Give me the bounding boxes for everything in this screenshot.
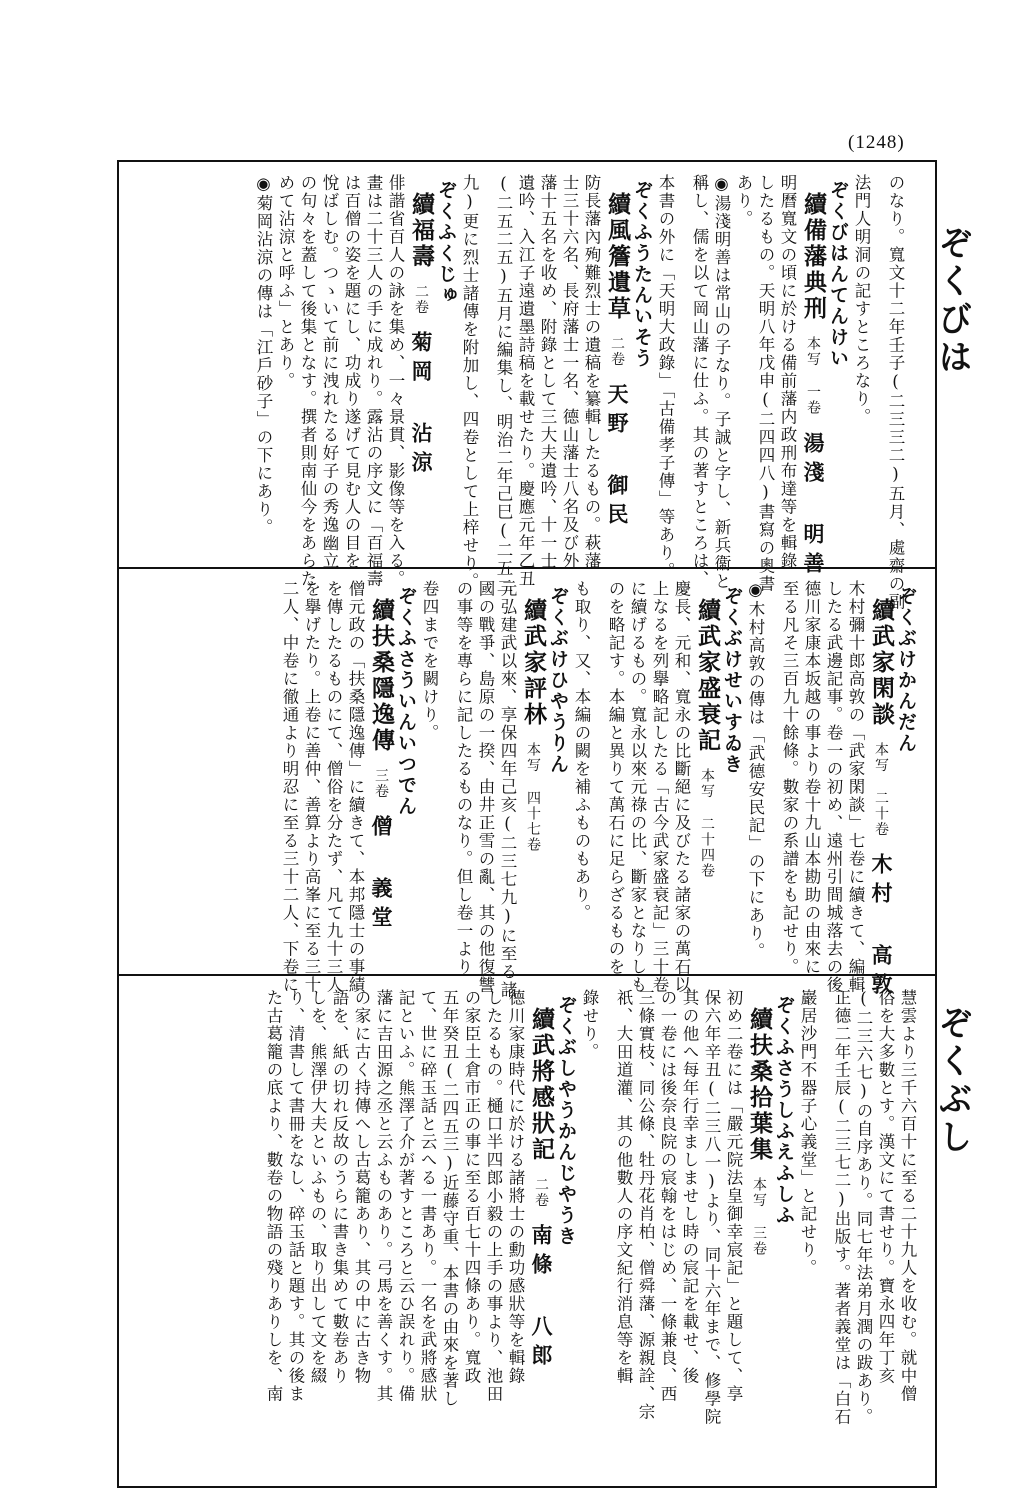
entry-line: を擧げたり。上卷に善仲、善算より高峯に至る三十 xyxy=(302,580,321,994)
entry-line: は百僧の姿を題にし、功成り遂げて見む人の目を xyxy=(342,174,361,570)
continuation-line: 法門人明洞の記すところなり。 xyxy=(852,174,871,426)
entry-title: 續武家評林 xyxy=(520,598,547,728)
entry-line: 五年癸丑(二四五三)近藤守重、本書の由來を著し xyxy=(440,989,459,1408)
entry-line: の一卷には後奈良院の宸翰をはじめ、一條兼良、西 xyxy=(658,989,677,1403)
entry-line: 九)更に烈士諸傳を附加し、四卷として上梓せり。 xyxy=(460,174,479,591)
entry-reading: ぞくぶしやうかんじやうき xyxy=(555,995,577,1247)
entry-title: 續福壽 xyxy=(408,192,435,270)
entry-line: (二五二五)五月に編集し、明治二年己巳(二五二 xyxy=(494,174,513,596)
entry-line: 遺吟、入江子遠遺墨詩稿を載せたり。慶應元年乙丑 xyxy=(516,174,535,588)
entry-title-line xyxy=(599,174,629,532)
entry-line: の事等を專らに記したるものなり。但し卷一より xyxy=(454,580,473,976)
entry-line: 卷四までを闕けり。 xyxy=(420,580,439,742)
entry-line: を傳したるものにて、僧俗を分たず、凡て九十三人 xyxy=(324,580,343,994)
section-divider xyxy=(119,974,935,976)
entry-line: 德川家康本坂越の事より卷十九山本勘助の由來に xyxy=(802,580,821,976)
continuation-line: 俗を大多數とす。漢文にて書せり。寶永四年丁亥 xyxy=(876,989,895,1385)
entry-line: めて沾涼と呼ふ」とあり。 xyxy=(276,174,295,390)
entry-author: 僧 義堂 xyxy=(369,815,394,935)
entry-line: た古葛籠の底より、數卷の物語の殘りありしを、南 xyxy=(264,989,283,1403)
page-number: (1248) xyxy=(848,132,905,153)
entry-volumes: 二卷 xyxy=(533,1177,549,1208)
entry-line: したるもの。樋口半四郎小毅の上手の事より、池田 xyxy=(484,989,503,1403)
entry-line: 三條實枝、同公條、牡丹花肖柏、僧舜藩、源親詮、宗 xyxy=(636,989,655,1421)
continuation-line: 巖居沙門不器子心義堂」と記せり。 xyxy=(798,989,817,1277)
entry-title: 續武將感狀記 xyxy=(528,1007,555,1163)
entry-volumes: 本写 二十卷 xyxy=(873,742,889,837)
section-top xyxy=(119,162,935,611)
entry-line: て、世に碎玉話と云へる一書あり。一名を武將感狀 xyxy=(418,989,437,1403)
entry-title-line xyxy=(523,989,553,1373)
entry-reading: ぞくふうたんいそう xyxy=(631,180,653,369)
entry-title: 續備藩典刑 xyxy=(800,192,827,322)
entry-line: 國の戰爭、島原の一揆、由井正雪の亂、其の他復讐 xyxy=(476,580,495,994)
entry-title-line xyxy=(515,580,545,853)
entry-line: 上なるを列擧略記したる「古今武家盛衰記」三十卷 xyxy=(650,580,669,994)
entry-volumes: 本写 四十七卷 xyxy=(525,742,541,853)
entry-line: 藩十五名を收め、附錄として三大夫遺吟、十一士 xyxy=(538,174,557,570)
entry-line: 初め二卷には「嚴元院法皇御幸宸記」と題して、享 xyxy=(724,989,743,1403)
entry-line: 稱し、儒を以て岡山藩に仕ふ。其の著すところは、 xyxy=(690,174,709,588)
entry-line: 明曆寬文の頃に於ける備前藩内政刑布達等を輯錄 xyxy=(778,174,797,570)
entry-line: したる武邊記事。卷一の初め、遠州引間城落去の後 xyxy=(824,580,843,994)
entry-title: 續風簷遺草 xyxy=(604,192,631,322)
running-head-bottom: ぞくぶし xyxy=(932,1005,972,1157)
entry-line: ◉菊岡沾涼の傳は「江戶砂子」の下にあり。 xyxy=(254,174,273,537)
entry-author: 南條 八郎 xyxy=(529,1224,554,1373)
entry-author: 木村 高敦 xyxy=(869,853,894,1002)
entry-title-line xyxy=(741,989,771,1257)
entry-line: の句々を蓋して後集となす。撰者則南仙今をあらた xyxy=(298,174,317,588)
entry-line: 二人、中卷に徹通より明忍に至る三十二人、下卷に xyxy=(280,580,299,994)
entry-line: 記といふ。熊澤了介が著すところと云ひ誤れり。備 xyxy=(396,989,415,1403)
entry-line: に續げるもの。寬永以來元祿の比、斷家となりしも xyxy=(628,580,647,994)
entry-line: したるもの。天明八年戊申(二四四八)書寫の奧書 xyxy=(756,174,775,593)
entry-line: 防長藩內殉難烈士の遺稿を纂輯したるもの。萩藩 xyxy=(582,174,601,570)
entry-title-line xyxy=(795,174,825,581)
entry-title-line xyxy=(363,580,393,935)
entry-reading: ぞくぶけかんだん xyxy=(895,586,917,754)
entry-line: り、清書して書冊をなし、碎玉話と題す。其の後ま xyxy=(286,989,305,1403)
entry-title: 續武家盛衰記 xyxy=(694,598,721,754)
entry-line: しを、熊澤伊大夫といふもの、取り出して文を綴 xyxy=(308,989,327,1385)
entry-title-line xyxy=(689,580,719,879)
entry-line: 德川家康時代に於ける諸將士の勳功感狀等を輯錄 xyxy=(506,989,525,1385)
entry-line: 元弘建武以來、享保四年己亥(二三七九)に至る諸 xyxy=(498,580,517,999)
content-frame xyxy=(117,160,937,1488)
entry-volumes: 本写 一卷 xyxy=(805,336,821,416)
entry-line: の家に古く持傳へし古葛籠あり、其の中に古き物 xyxy=(352,989,371,1385)
entry-volumes: 二卷 xyxy=(413,284,429,315)
entry-title: 續扶桑隱逸傳 xyxy=(368,598,395,754)
entry-line: 錄せり。 xyxy=(580,989,599,1061)
entry-line: 本書の外に「天明大政錄」「古備孝子傳」等あり。 xyxy=(656,174,675,580)
entry-line: 藩に吉田源之丞と云ふものあり。弓馬を善くす。其 xyxy=(374,989,393,1403)
entry-line: 畫は二十三人の手に成れり。露沾の序文に「百福壽 xyxy=(364,174,383,588)
section-divider xyxy=(119,567,935,569)
entry-line: 俳諧省百人の詠を集め、一々景貫、影像等を入る。 xyxy=(386,174,405,588)
entry-reading: ぞくふさうしふえふしふ xyxy=(773,995,795,1226)
entry-volumes: 二卷 xyxy=(609,336,625,367)
entry-title-line xyxy=(403,174,433,480)
entry-line: 木村彌十郎高敦の「武家閑談」七卷に續きて、編輯 xyxy=(846,580,865,994)
entry-author: 菊岡 沾涼 xyxy=(409,331,434,480)
entry-reading: ぞくふさういんいつでん xyxy=(395,586,417,817)
entry-line: 士三十六名、長府藩士一名、德山藩士八名及び外 xyxy=(560,174,579,570)
entry-line: ◉木村高敦の傳は「武德安民記」の下にあり。 xyxy=(746,580,765,961)
entry-line: あり。 xyxy=(734,174,753,228)
continuation-line: 慧雲より三千六百十に至る二十九人を收む。就中僧 xyxy=(898,989,917,1403)
entry-title-line xyxy=(863,580,893,1002)
entry-volumes: 三卷 xyxy=(373,768,389,799)
entry-line: も取り、又、本編の闕を補ふものもあり。 xyxy=(572,580,591,922)
entry-line: のを略記す。本編と異りて萬石に足らざるものを xyxy=(606,580,625,976)
entry-reading: ぞくぶけせいすゐき xyxy=(721,586,743,775)
entry-author: 湯淺 明善 xyxy=(801,431,826,581)
entry-title: 續扶桑拾葉集 xyxy=(746,1007,773,1163)
continuation-line: (二三六七)の自序あり。同七年法弟月潤の跋あり。 xyxy=(854,989,873,1426)
entry-line: 慶長、元和、寬永の比斷絕に及びたる諸家の萬石以 xyxy=(672,580,691,994)
continuation-line: のなり。寬文十二年壬子(二三三二)五月、處齋の副 xyxy=(886,174,905,611)
entry-line: 其の他へ每年行幸ましませし時の宸記を載せ、後 xyxy=(680,989,699,1385)
entry-reading: ぞくふくじゅ xyxy=(435,180,457,306)
entry-line: 語を、紙の切れ反故のうらに書き集めて數卷あり xyxy=(330,989,349,1385)
entry-author: 天野 御民 xyxy=(605,383,630,532)
entry-line: ◉湯淺明善は常山の子なり。子誠と字し、新兵衞と xyxy=(712,174,731,591)
entry-line: 祇、大田道灌、其の他數人の序文紀行消息等を輯 xyxy=(614,989,633,1385)
entry-title: 續武家閑談 xyxy=(868,598,895,728)
entry-line: 保六年辛丑(二三八一)より、同十六年まで、修學院 xyxy=(702,989,721,1426)
entry-line: 悅ばしむ。つゝいて前に洩れたる好子の秀逸幽立 xyxy=(320,174,339,570)
entry-reading: ぞくびはんてんけい xyxy=(827,180,849,369)
entry-volumes: 本写 三卷 xyxy=(751,1177,767,1257)
entry-line: 至る凡そ三百九十餘條。數家の系譜をも記せり。 xyxy=(780,580,799,976)
running-head-top: ぞくびは xyxy=(932,225,972,377)
section-middle xyxy=(119,570,935,1002)
continuation-line: 正德二年壬辰(二三七二)出版す。著者義堂は「白石 xyxy=(832,989,851,1426)
section-bottom xyxy=(119,977,935,1487)
entry-reading: ぞくぶけひやうりん xyxy=(547,586,569,775)
entry-line: の家臣土倉市正の事に至る百七十四條あり。寬政 xyxy=(462,989,481,1385)
entry-volumes: 本写 二十四卷 xyxy=(699,768,715,879)
entry-line: 僧元政の「扶桑隱逸傳」に續きて、本邦隱士の事績 xyxy=(346,580,365,994)
